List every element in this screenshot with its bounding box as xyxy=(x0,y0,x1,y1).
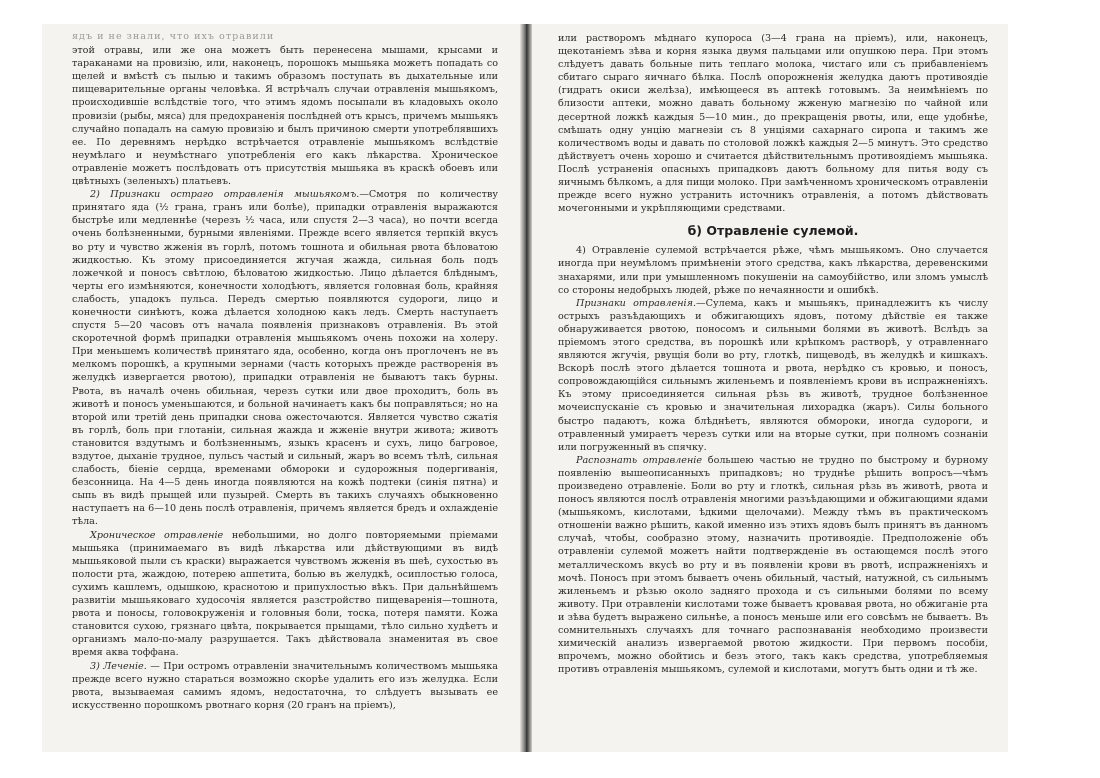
chronic-poisoning-text: небольшими, но долго повторяемыми пріемами мышьяка (принимаемаго въ видѣ лѣкарства или дѣйствующими въ видѣ мышьяковой пыли съ краски) выражается чувствомъ жженія въ шеѣ, сухостью въ полости рта, жаждою, потерею аппетита, болью въ желудкѣ, осиплостью голоса, сухимъ кашлемъ, одышкою, краснотою и припухлостью вѣкъ. При дальнѣйшемъ развитіи мышьяковаго худосочія является разстройство пищеваренія—тошнота, рвота и поносы, головокруженія и головныя боли, тоска, потеря памяти. Кожа становится сухою, грязнаго цвѣта, покрывается прыщами, тѣло сильно худѣетъ и организмъ мало-по-малу разрушается. Такъ дѣйствовала знаменитая въ свое время аква тоффана. xyxy=(72,529,498,659)
paragraph-sublimate-intro: 4) Отравленіе сулемой встрѣчается рѣже, чѣмъ мышьякомъ. Оно случается иногда при неумѣломъ примѣненіи этого средства, какъ лѣкарства, деревенскими знахарями, или при умышленномъ покушеніи на самоубійство, или зломъ умыслѣ со стороны недобрыхъ людей, рѣже по нечаянности и ошибкѣ. xyxy=(558,245,988,296)
sublimate-symptoms-text: —Сулема, какъ и мышьякъ, принадлежитъ къ числу острыхъ разъѣдающихъ и обжигающихъ ядовъ, потому дѣйствіе ея также обнаруживается рвотою, поносомъ и сильными болями въ животѣ. Вслѣдъ за пріемомъ этого средства, въ порошкѣ или крѣпкомъ растворѣ, у отравленнаго являются жгучія, рвущія боли во рту, глоткѣ, пищеводѣ, въ желудкѣ и кишкахъ. Вскорѣ послѣ этого дѣлается тошнота и рвота, нерѣдко съ кровью, и поносъ, сопровождающійся сильнымъ жиленьемъ и появленіемъ крови въ испражненіяхъ. Къ этому присоединяется сильная рѣзь въ животѣ, трудное болѣзненное мочеиспусканіе съ кровью и значительная лихорадка (жаръ). Силы больного быстро падаютъ, кожа блѣднѣетъ, являются обмороки, иногда судороги, и отравленный умираетъ черезъ сутки или на вторые сутки, при полномъ сознаніи или погруженный въ спячку. xyxy=(558,297,989,453)
chronic-poisoning-heading: Хроническое отравленіе xyxy=(90,529,224,541)
paragraph-diagnosis xyxy=(558,454,988,677)
paragraph-chronic-poisoning xyxy=(72,529,498,660)
paragraph-sublimate-symptoms xyxy=(558,297,988,454)
running-header: ядъ и не знали, что ихъ отравили xyxy=(72,31,275,42)
paragraph-treatment xyxy=(72,660,498,712)
treatment-heading: 3) Леченіе. xyxy=(90,660,147,672)
right-page xyxy=(532,24,1008,752)
left-page xyxy=(42,24,520,752)
treatment-text: — При остромъ отравленіи значительнымъ количествомъ мышьяка прежде всего нужно стараться возможно скорѣе удалить его изъ желудка. Если рвота, вызываемая самимъ ядомъ, недостаточна, то слѣдуетъ вызывать ее искусственно порошкомъ рвотнаго корня (20 гранъ на пріемъ), xyxy=(72,660,499,711)
section-heading-sublimate: б) Отравленіе сулемой. xyxy=(687,223,859,239)
paragraph-acute-symptoms xyxy=(72,188,498,528)
acute-symptoms-text: —Смотря по количеству принятаго яда (½ грана, гранъ или болѣе), припадки отравленія выражаются быстрѣе или медленнѣе (черезъ ½ часа, или спустя 2—3 часа), но почти всегда очень болѣзненными, бурными явленіями. Прежде всего является терпкій вкусъ во рту и чувство жженія въ горлѣ, потомъ тошнота и обильная рвота бѣловатою жидкостью. Къ этому присоединяется жгучая жажда, сильная боль подъ ложечкой и поносъ свѣтлою, бѣловатою жидкостью. Лицо дѣлается блѣднымъ, черты его измѣняются, конечности холодѣютъ, является головная боль, крайняя слабость, упадокъ пульса. Передъ смертью появляются судороги, лицо и конечности синѣютъ, кожа дѣлается холодною какъ ледъ. Смерть наступаетъ спустя 5—20 часовъ отъ начала появленія признаковъ отравленія. Въ этой скоротечной формѣ припадки отравленія мышьякомъ очень похожи на холеру. При меньшемъ количествѣ принятаго яда, особенно, когда онъ проглоченъ не въ мелкомъ порошкѣ, а крупными зернами (часть которыхъ прежде растворенія въ желудкѣ извергается рвотою), припадки отравленія не бываютъ такъ бурны. Рвота, въ началѣ очень обильная, черезъ сутки или двое проходитъ, боль въ животѣ и поносъ уменьшаются, и больной начинаетъ какъ бы поправляться; но на второй или третій день припадки снова ожесточаются. Является чувство сжатія въ горлѣ, боль при глотаніи, сильная жажда и жженіе внутри живота; животъ становится вздутымъ и болѣзненнымъ, языкъ красенъ и сухъ, лицо багровое, вздутое, дыханіе трудное, пульсъ частый и сильный, жаръ во всемъ тѣлѣ, сильная слабость, біеніе сердца, временами обмороки и судорожныя подергиванія, безсонница. На 4—5 день иногда появляются на кожѣ подтеки (синія пятна) и сыпь въ видѣ прыщей или пузырей. Смерть въ такихъ случаяхъ обыкновенно наступаетъ на 6—10 день послѣ отравленія, причемъ является бредъ и охлажденіе тѣла. xyxy=(72,189,499,528)
diagnosis-text: большею частью не трудно по быстрому и бурному появленію вышеописанныхъ припадковъ; но труднѣе рѣшить вопросъ—чѣмъ произведено отравленіе. Боли во рту и глоткѣ, сильная рѣзь въ животѣ, рвота и поносъ являются послѣ отравленія многими разъѣдающими и обжигающими ядами (мышьякомъ, кислотами, ѣдкими щелочами). Между тѣмъ въ практическомъ отношеніи важно рѣшить, какой именно изъ этихъ ядовъ былъ принятъ въ данномъ случаѣ, чтобы, сообразно этому, назначить противоядіе. Предположеніе объ отравленіи сулемой можетъ найти подтвержденіе въ остающемся послѣ этого металлическомъ вкусѣ во рту и въ появленіи крови въ рвотѣ, испражненіяхъ и мочѣ. Поносъ при этомъ бываетъ очень обильный, частый, натужной, съ сильнымъ жиленьемъ и рѣзью около задняго прохода и съ сильными болями по всему животу. При отравленіи кислотами тоже бываетъ кровавая рвота, но обжиганіе рта и зѣва будетъ выражено сильнѣе, а поносъ меньше или его совсѣмъ не бываетъ. Въ сомнительныхъ случаяхъ для точнаго распознаванія необходимо произвести химическій анализъ извергаемой рвотою жидкости. При первомъ пособіи, впрочемъ, можно обойтись и безъ этого, такъ какъ средства, употребляемыя противъ отравленія мышьякомъ, сулемой и кислотами, могутъ быть одни и тѣ же. xyxy=(558,454,988,676)
paragraph-arsenic-sources: этой отравы, или же она можетъ быть перенесена мышами, крысами и тараканами на провизію, или, наконецъ, порошокъ мышьяка можетъ попадать со щелей и вмѣстѣ съ пылью и такимъ образомъ поступать въ дыхательные или пищеварительные органы человѣка. Я встрѣчалъ случаи отравленія мышьякомъ, происходившіе вслѣдствіе того, что этимъ ядомъ посыпали въ кладовыхъ около провизіи (рыбы, мяса) для предохраненія послѣдней отъ крысъ, причемъ мышьякъ случайно попадалъ на самую провизію и былъ причиною смерти употреблявшихъ ее. По деревнямъ нерѣдко встрѣчается отравленіе мышьякомъ вслѣдствіе неумѣлаго и неумѣстнаго употребленія его какъ лѣкарства. Хроническое отравленіе можетъ послѣдовать отъ присутствія мышьяка въ краскѣ обоевъ или цвѣтныхъ (зеленыхъ) платьевъ. xyxy=(72,45,498,188)
acute-symptoms-heading: 2) Признаки остраго отравленія мышьякомъ. xyxy=(90,189,360,201)
sublimate-symptoms-heading: Признаки отравленія. xyxy=(576,297,697,309)
paragraph-treatment-continued: или растворомъ мѣднаго купороса (3—4 грана на пріемъ), или, наконецъ, щекотаніемъ зѣва и корня языка двумя пальцами или опушкою пера. При этомъ слѣдуетъ давать больные пить теплаго молока, чистаго или съ прибавленіемъ сбитаго сыраго яичнаго бѣлка. Послѣ опорожненія желудка даютъ противоядіе (гидратъ окиси желѣза), имѣющееся въ аптекѣ готовымъ. За неимѣніемъ по близости аптеки, можно давать больному жженую магнезію по чайной или десертной ложкѣ каждыя 5—10 мин., до прекращенія рвоты, или, еще удобнѣе, смѣшать одну унцію магнезіи съ 8 унціями сахарнаго сиропа и такимъ же количествомъ воды и давать по столовой ложкѣ каждыя 2—5 минутъ. Это средство дѣйствуетъ очень хорошо и считается дѣйствительнымъ противоядіемъ мышьяка. Послѣ устраненія опасныхъ припадковъ даютъ больному для питья воду съ яичнымъ бѣлкомъ, а для пищи молоко. При замѣченномъ хроническомъ отравленіи прежде всего нужно устранить источникъ отравленія, а потомъ дѣйствовать мочегонными и укрѣпляющими средствами. xyxy=(558,33,988,215)
book-gutter xyxy=(520,24,532,752)
diagnosis-heading: Распознать отравленіе xyxy=(576,454,703,466)
